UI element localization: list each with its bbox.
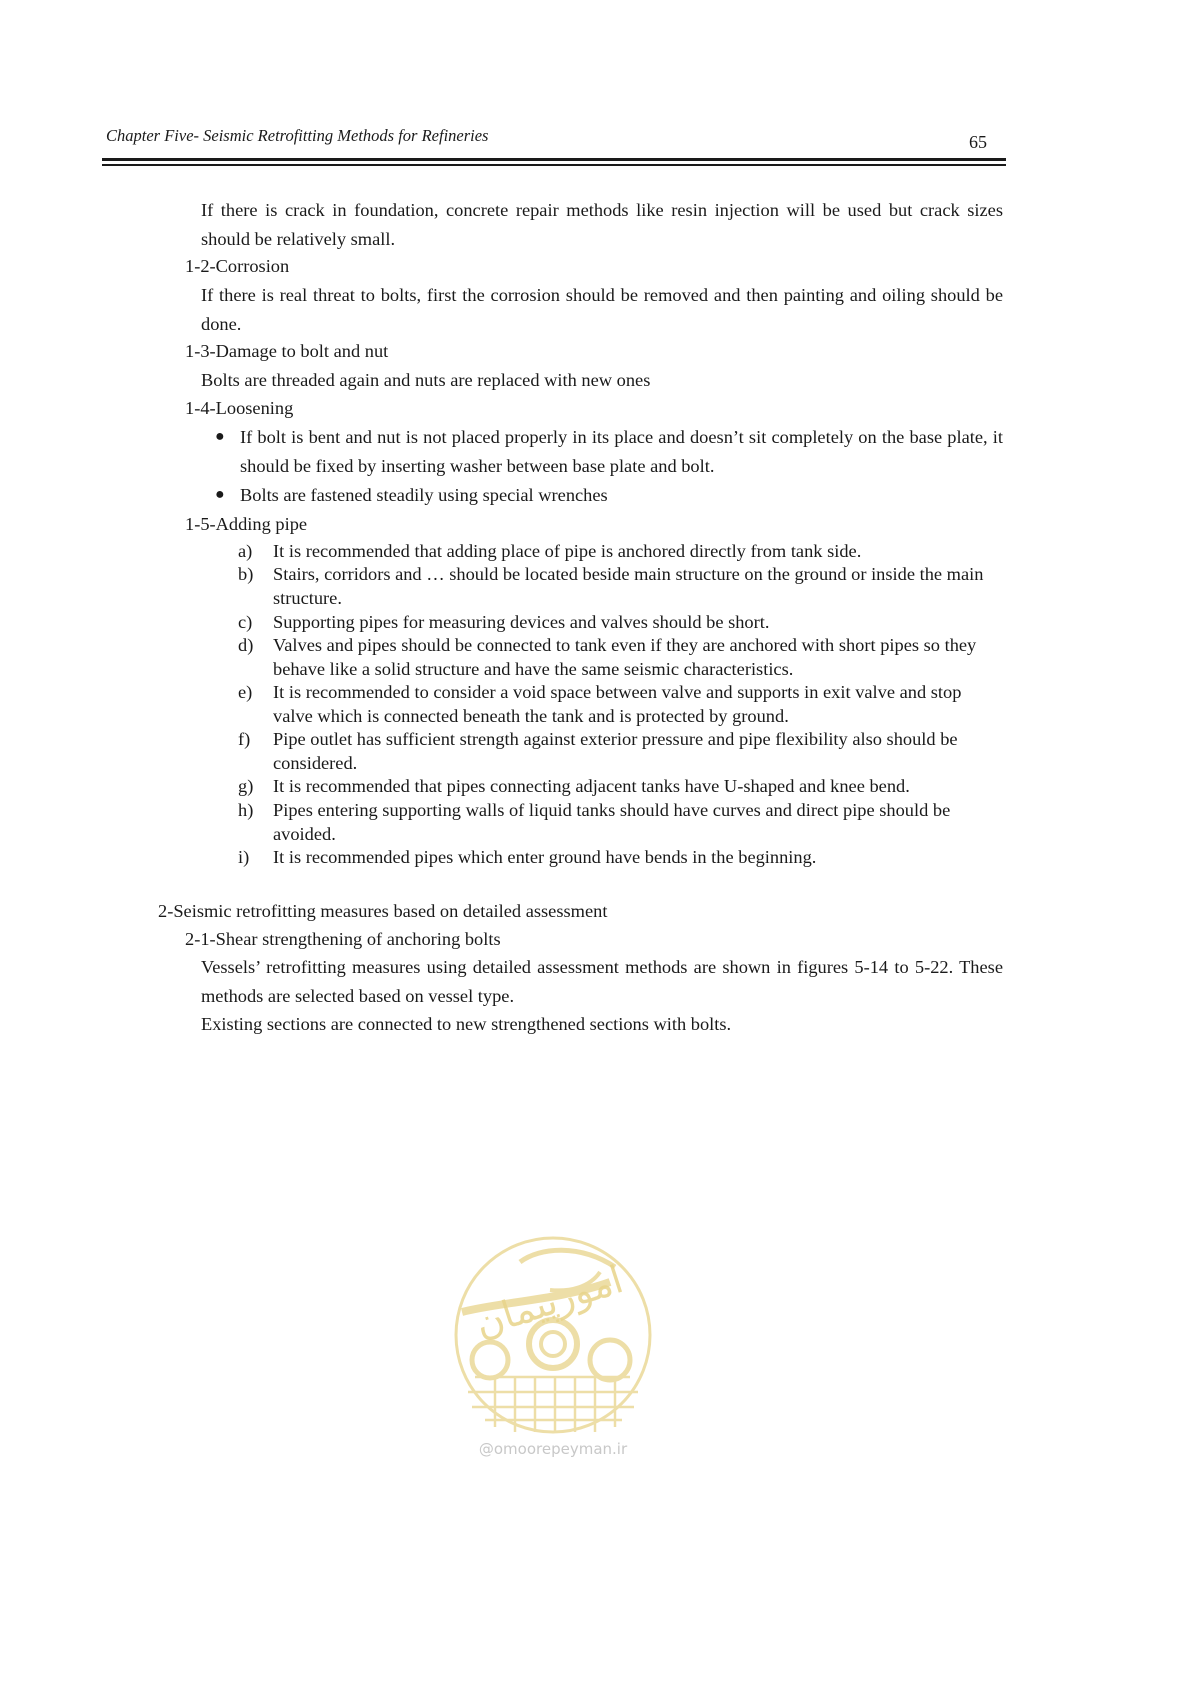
list-item: Pipes entering supporting walls of liquid tanks should have curves and direct pipe should be avoided. <box>273 800 951 844</box>
list-item-label: f) <box>238 729 251 749</box>
bullet-item: Bolts are fastened steadily using special wrenches <box>240 485 608 505</box>
list-item-label: a) <box>238 541 253 561</box>
heading-1-2: 1-2-Corrosion <box>185 256 290 276</box>
list-item: It is recommended to consider a void space between valve and supports in exit valve and stop valve which is connected beneath the tank and is protected by ground. <box>273 682 962 726</box>
intro-paragraph: If there is crack in foundation, concrete repair methods like resin injection will be used but crack sizes should be relatively small. <box>201 200 1003 249</box>
paragraph-1-3: Bolts are threaded again and nuts are replaced with new ones <box>201 370 651 390</box>
list-item: Stairs, corridors and … should be located beside main structure on the ground or inside the main structure. <box>273 564 984 608</box>
bullet-item: If bolt is bent and nut is not placed properly in its place and doesn’t sit completely on the base plate, it should be fixed by inserting washer between base plate and bolt. <box>240 427 1003 476</box>
list-item-label: g) <box>238 776 254 796</box>
list-item: It is recommended that pipes connecting adjacent tanks have U-shaped and knee bend. <box>273 776 910 796</box>
list-item: Pipe outlet has sufficient strength against exterior pressure and pipe flexibility also should be considered. <box>273 729 958 773</box>
watermark-seal-icon <box>450 1232 656 1462</box>
heading-2: 2-Seismic retrofitting measures based on detailed assessment <box>158 901 608 921</box>
list-item: It is recommended that adding place of pipe is anchored directly from tank side. <box>273 541 862 561</box>
page-number: 65 <box>969 132 987 152</box>
heading-1-4: 1-4-Loosening <box>185 398 294 418</box>
list-item-label: e) <box>238 682 253 702</box>
watermark-logo-text: امورپیمان <box>469 1257 629 1347</box>
list-item-label: h) <box>238 800 254 820</box>
list-item: Valves and pipes should be connected to tank even if they are anchored with short pipes so they behave like a solid structure and have the same seismic characteristics. <box>273 635 977 679</box>
list-item-label: i) <box>238 847 250 867</box>
bullet-icon: ● <box>215 428 225 445</box>
list-item: Supporting pipes for measuring devices and valves should be short. <box>273 612 770 632</box>
chapter-title: Chapter Five- Seismic Retrofitting Methods for Refineries <box>106 126 489 145</box>
bullet-icon: ● <box>215 486 225 503</box>
list-item-label: c) <box>238 612 253 632</box>
watermark-logo <box>450 1232 656 1462</box>
heading-1-5: 1-5-Adding pipe <box>185 514 308 534</box>
header-rule-thick <box>102 158 1006 161</box>
header-rule-thin <box>102 164 1006 166</box>
paragraph-1-2: If there is real threat to bolts, first the corrosion should be removed and then painting and oiling should be done. <box>201 285 1003 334</box>
list-item-label: d) <box>238 635 254 655</box>
list-item-label: b) <box>238 564 254 584</box>
heading-2-1: 2-1-Shear strengthening of anchoring bolts <box>185 929 501 949</box>
paragraph-2-1a: Vessels’ retrofitting measures using detailed assessment methods are shown in figures 5-14 to 5-22. These methods are selected based on vessel type. <box>201 957 1003 1006</box>
paragraph-2-1b: Existing sections are connected to new strengthened sections with bolts. <box>201 1014 732 1034</box>
heading-1-3: 1-3-Damage to bolt and nut <box>185 341 389 361</box>
list-item: It is recommended pipes which enter ground have bends in the beginning. <box>273 847 817 867</box>
watermark-site: @omoorepeyman.ir <box>478 1440 628 1458</box>
